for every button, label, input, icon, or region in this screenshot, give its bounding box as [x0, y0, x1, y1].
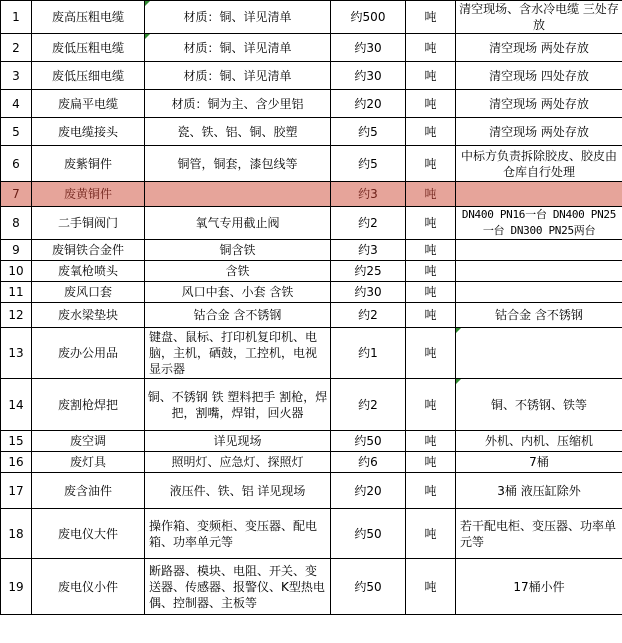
item-material[interactable]: 材质：铜、详见清单	[145, 1, 331, 34]
item-material[interactable]: 材质：铜为主、含少里铝	[145, 90, 331, 118]
item-unit[interactable]: 吨	[406, 90, 456, 118]
item-quantity[interactable]: 约1	[331, 328, 406, 379]
item-unit[interactable]: 吨	[406, 379, 456, 431]
table-row	[1, 240, 622, 261]
row-number[interactable]: 17	[1, 473, 32, 509]
row-number[interactable]: 19	[1, 559, 32, 615]
item-note[interactable]: 铜、不锈钢、铁等	[456, 379, 622, 431]
item-quantity[interactable]: 约50	[331, 509, 406, 559]
item-material[interactable]: 断路器、模块、电阻、开关、变送器、传感器、报警仪、K型热电偶、控制器、主板等	[145, 559, 331, 615]
item-material[interactable]: 铜管，铜套，漆包线等	[145, 146, 331, 182]
item-material[interactable]: 键盘、鼠标、打印机复印机、电脑，主机，硒鼓，工控机，电视显示器	[145, 328, 331, 379]
item-note[interactable]: 7桶	[456, 452, 622, 473]
item-name[interactable]: 废氧枪喷头	[32, 261, 145, 282]
row-number[interactable]: 12	[1, 303, 32, 328]
item-name[interactable]: 废电仪小件	[32, 559, 145, 615]
item-material[interactable]	[145, 182, 331, 207]
table-row	[1, 282, 622, 303]
row-number[interactable]: 11	[1, 282, 32, 303]
item-quantity[interactable]: 约30	[331, 62, 406, 90]
item-quantity[interactable]: 约25	[331, 261, 406, 282]
item-note[interactable]: 钴合金 含不锈钢	[456, 303, 622, 328]
table-row	[1, 473, 622, 509]
item-quantity[interactable]: 约30	[331, 282, 406, 303]
item-material[interactable]: 铜、不锈钢 铁 塑料把手 割枪，焊把，割嘴，焊钳，回火器	[145, 379, 331, 431]
table-row	[1, 90, 622, 118]
row-number[interactable]: 10	[1, 261, 32, 282]
item-note[interactable]: 清空现场 两处存放	[456, 90, 622, 118]
table-row	[1, 1, 622, 34]
item-quantity[interactable]: 约20	[331, 90, 406, 118]
item-unit[interactable]: 吨	[406, 1, 456, 34]
item-quantity[interactable]: 约2	[331, 379, 406, 431]
table-row	[1, 328, 622, 379]
table-row	[1, 261, 622, 282]
item-quantity[interactable]: 约2	[331, 207, 406, 240]
row-number[interactable]: 5	[1, 118, 32, 146]
item-note[interactable]: 3桶 液压缸除外	[456, 473, 622, 509]
table-row	[1, 452, 622, 473]
item-unit[interactable]: 吨	[406, 452, 456, 473]
item-name[interactable]: 废办公用品	[32, 328, 145, 379]
item-material[interactable]: 操作箱、变频柜、变压器、配电箱、功率单元等	[145, 509, 331, 559]
item-quantity[interactable]: 约30	[331, 34, 406, 62]
table-row	[1, 118, 622, 146]
item-material[interactable]: 风口中套、小套 含铁	[145, 282, 331, 303]
item-quantity[interactable]: 约500	[331, 1, 406, 34]
item-name[interactable]: 废含油件	[32, 473, 145, 509]
item-quantity[interactable]: 约50	[331, 559, 406, 615]
item-quantity[interactable]: 约50	[331, 431, 406, 452]
item-material[interactable]: 瓷、铁、铝、铜、胶塑	[145, 118, 331, 146]
item-material[interactable]: 钴合金 含不锈钢	[145, 303, 331, 328]
row-number[interactable]: 16	[1, 452, 32, 473]
row-number[interactable]: 8	[1, 207, 32, 240]
item-note[interactable]: 清空现场 四处存放	[456, 62, 622, 90]
item-unit[interactable]: 吨	[406, 303, 456, 328]
item-note[interactable]	[456, 282, 622, 303]
table-row	[1, 559, 622, 615]
item-note[interactable]: DN400 PN16一台 DN400 PN25一台 DN300 PN25两台	[456, 207, 622, 240]
table-row	[1, 146, 622, 182]
item-name[interactable]: 废高压粗电缆	[32, 1, 145, 34]
item-quantity[interactable]: 约6	[331, 452, 406, 473]
item-material[interactable]: 液压件、铁、铝 详见现场	[145, 473, 331, 509]
item-unit[interactable]: 吨	[406, 328, 456, 379]
row-number[interactable]: 2	[1, 34, 32, 62]
item-note[interactable]: 清空现场、含水冷电缆 三处存放	[456, 1, 622, 34]
item-unit[interactable]: 吨	[406, 207, 456, 240]
item-unit[interactable]: 吨	[406, 182, 456, 207]
row-number[interactable]: 6	[1, 146, 32, 182]
item-material[interactable]: 材质：铜、详见清单	[145, 34, 331, 62]
item-material[interactable]: 含铁	[145, 261, 331, 282]
item-note[interactable]	[456, 328, 622, 379]
item-unit[interactable]: 吨	[406, 509, 456, 559]
item-name[interactable]: 废空调	[32, 431, 145, 452]
item-name[interactable]: 二手铜阀门	[32, 207, 145, 240]
item-name[interactable]: 废黄铜件	[32, 182, 145, 207]
item-material[interactable]: 详见现场	[145, 431, 331, 452]
item-quantity[interactable]: 约20	[331, 473, 406, 509]
item-unit[interactable]: 吨	[406, 118, 456, 146]
item-note[interactable]	[456, 182, 622, 207]
item-note[interactable]: 外机、内机、压缩机	[456, 431, 622, 452]
item-unit[interactable]: 吨	[406, 473, 456, 509]
row-number[interactable]: 13	[1, 328, 32, 379]
item-material[interactable]: 氧气专用截止阀	[145, 207, 331, 240]
item-name[interactable]: 废低压粗电缆	[32, 34, 145, 62]
row-number[interactable]: 18	[1, 509, 32, 559]
row-number[interactable]: 4	[1, 90, 32, 118]
item-name[interactable]: 废电缆接头	[32, 118, 145, 146]
item-material[interactable]: 铜含铁	[145, 240, 331, 261]
item-material[interactable]: 材质：铜、详见清单	[145, 62, 331, 90]
table-row	[1, 509, 622, 559]
item-unit[interactable]: 吨	[406, 34, 456, 62]
row-number[interactable]: 3	[1, 62, 32, 90]
item-unit[interactable]: 吨	[406, 282, 456, 303]
item-note[interactable]: 中标方负责拆除胶皮、胶皮由仓库自行处理	[456, 146, 622, 182]
row-number[interactable]: 1	[1, 1, 32, 34]
item-quantity[interactable]: 约5	[331, 118, 406, 146]
item-unit[interactable]: 吨	[406, 62, 456, 90]
item-name[interactable]: 废灯具	[32, 452, 145, 473]
item-name[interactable]: 废扁平电缆	[32, 90, 145, 118]
item-quantity[interactable]: 约3	[331, 182, 406, 207]
table-row	[1, 431, 622, 452]
item-unit[interactable]: 吨	[406, 240, 456, 261]
item-name[interactable]: 废割枪焊把	[32, 379, 145, 431]
item-quantity[interactable]: 约5	[331, 146, 406, 182]
item-unit[interactable]: 吨	[406, 146, 456, 182]
item-name[interactable]: 废风口套	[32, 282, 145, 303]
table-row	[1, 62, 622, 90]
table-row	[1, 207, 622, 240]
table-row	[1, 379, 622, 431]
table-row	[1, 34, 622, 62]
item-note[interactable]: 清空现场 两处存放	[456, 118, 622, 146]
table-row-highlighted	[1, 182, 622, 207]
item-note[interactable]	[456, 240, 622, 261]
item-note[interactable]: 若干配电柜、变压器、功率单元等	[456, 509, 622, 559]
item-note[interactable]	[456, 261, 622, 282]
row-number[interactable]: 15	[1, 431, 32, 452]
item-quantity[interactable]: 约3	[331, 240, 406, 261]
table-row	[1, 303, 622, 328]
item-name[interactable]: 废铜铁合金件	[32, 240, 145, 261]
item-name[interactable]: 废紫铜件	[32, 146, 145, 182]
item-name[interactable]: 废电仪大件	[32, 509, 145, 559]
item-note[interactable]: 17桶小件	[456, 559, 622, 615]
item-quantity[interactable]: 约2	[331, 303, 406, 328]
item-unit[interactable]: 吨	[406, 431, 456, 452]
item-name[interactable]: 废水梁垫块	[32, 303, 145, 328]
item-material[interactable]: 照明灯、应急灯、探照灯	[145, 452, 331, 473]
row-number[interactable]: 9	[1, 240, 32, 261]
item-name[interactable]: 废低压细电缆	[32, 62, 145, 90]
row-number[interactable]: 7	[1, 182, 32, 207]
item-note[interactable]: 清空现场 两处存放	[456, 34, 622, 62]
item-unit[interactable]: 吨	[406, 559, 456, 615]
row-number[interactable]: 14	[1, 379, 32, 431]
item-unit[interactable]: 吨	[406, 261, 456, 282]
